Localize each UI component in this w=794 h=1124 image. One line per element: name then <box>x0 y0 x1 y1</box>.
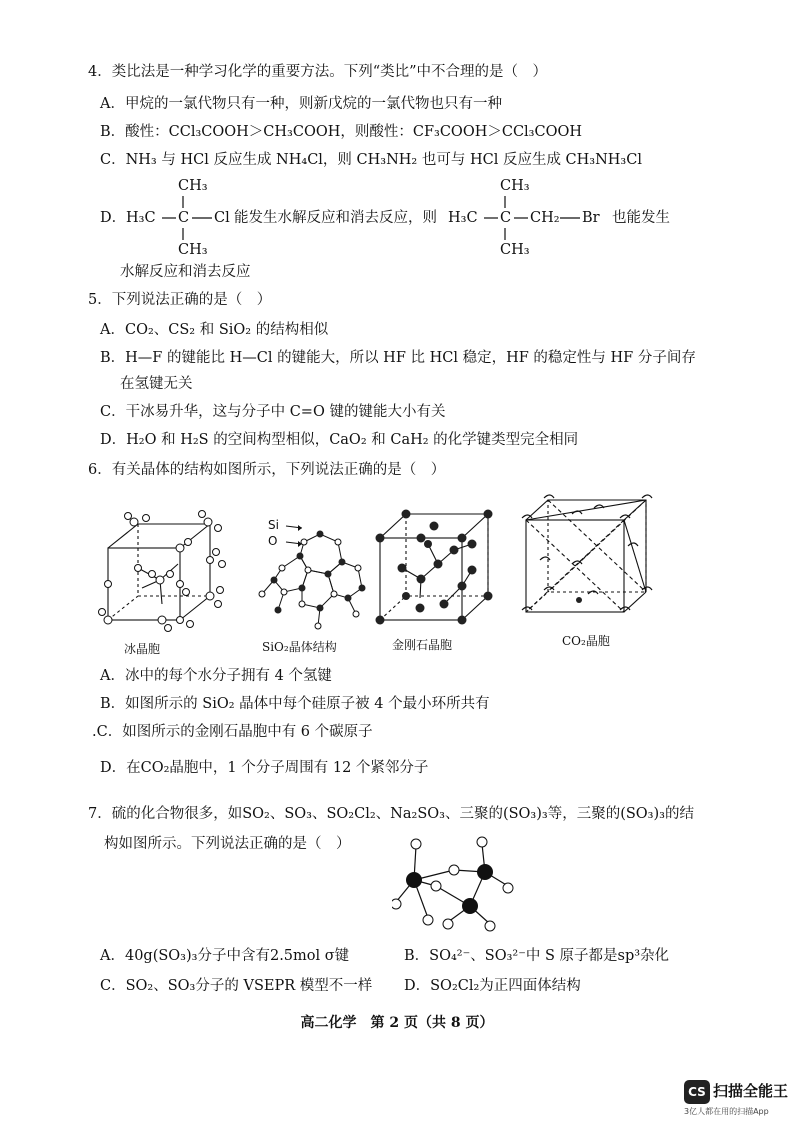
q5-option-a: A．CO₂、CS₂ 和 SiO₂ 的结构相似 <box>100 322 329 338</box>
q5-stem: 5．下列说法正确的是（ ） <box>88 292 272 308</box>
q6-option-a: A．冰中的每个水分子拥有 4 个氢键 <box>100 668 332 684</box>
q5-option-d: D．H₂O 和 H₂S 的空间构型相似，CaO₂ 和 CaH₂ 的化学键类型完全相同 <box>100 432 579 448</box>
struct2-right: CH₂ <box>530 210 560 226</box>
q7-option-d: D．SO₂Cl₂为正四面体结构 <box>404 978 581 994</box>
camscanner-logo-icon: CS <box>684 1080 710 1104</box>
q6-option-d: D．在CO₂晶胞中，1 个分子周围有 12 个紧邻分子 <box>100 760 429 776</box>
q5-option-b-line2: 在氢键无关 <box>120 376 193 392</box>
q5-option-b-line1: B．H—F 的键能比 H—Cl 的键能大，所以 HF 比 HCl 稳定，HF 的稳定性与 HF 分子间存 <box>100 350 696 366</box>
camscanner-name: 扫描全能王 <box>713 1082 789 1100</box>
struct2-bonds <box>472 190 587 246</box>
q4-option-c: C．NH₃ 与 HCl 反应生成 NH₄Cl，则 CH₃NH₂ 也可与 HCl 反应生成 CH₃NH₃Cl <box>100 152 642 168</box>
q7-option-c: C．SO₂、SO₃分子的 VSEPR 模型不一样 <box>100 978 373 994</box>
q6-stem: 6．有关晶体的结构如图所示，下列说法正确的是（ ） <box>88 462 446 478</box>
q4-option-b: B．酸性：CCl₃COOH＞CH₃COOH，则酸性：CF₃COOH＞CCl₃COOH <box>100 124 583 140</box>
q4-option-d-cont: 水解反应和消去反应 <box>120 264 251 280</box>
label-si: Si <box>268 518 279 532</box>
page-footer: 高二化学 第 2 页（共 8 页） <box>300 1015 494 1031</box>
q6-option-c: .C．如图所示的金刚石晶胞中有 6 个碳原子 <box>92 724 373 740</box>
so3-trimer-figure <box>392 832 516 932</box>
q7-stem-line1: 7．硫的化合物很多，如SO₂、SO₃、SO₂Cl₂、Na₂SO₃、三聚的(SO₃)₃等，三聚的(SO₃)₃的结 <box>88 806 694 822</box>
q7-option-b: B．SO₄²⁻、SO₃²⁻中 S 原子都是sp³杂化 <box>404 948 670 964</box>
diamond-cell-figure <box>372 504 506 632</box>
arrow-si-icon <box>298 525 302 531</box>
q4-option-d-mid: 能发生水解反应和消去反应，则 <box>234 210 437 226</box>
co2-cell-figure <box>518 492 658 624</box>
q7-stem-line2: 构如图所示。下列说法正确的是（ ） <box>104 836 351 852</box>
caption-ice: 冰晶胞 <box>124 642 161 656</box>
struct1-right: Cl <box>214 210 230 226</box>
struct2-end: Br <box>582 210 600 226</box>
struct1-top: CH₃ <box>178 178 208 194</box>
camscanner-tagline: 3亿人都在用的扫描App <box>684 1107 769 1116</box>
struct1-center: C <box>178 210 190 226</box>
caption-co2: CO₂晶胞 <box>562 634 610 648</box>
struct2-left: H₃C <box>448 210 478 226</box>
struct1-bonds <box>150 190 220 246</box>
struct2-center: C <box>500 210 512 226</box>
ice-cell-figure <box>98 508 234 634</box>
label-o: O <box>268 534 278 548</box>
q5-option-c: C．干冰易升华，这与分子中 C=O 键的键能大小有关 <box>100 404 446 420</box>
q4-option-a: A．甲烷的一氯代物只有一种，则新戊烷的一氯代物也只有一种 <box>100 96 502 112</box>
struct2-bottom: CH₃ <box>500 242 530 258</box>
struct1-left: H₃C <box>126 210 156 226</box>
q6-option-b: B．如图所示的 SiO₂ 晶体中每个硅原子被 4 个最小环所共有 <box>100 696 490 712</box>
caption-diamond: 金刚石晶胞 <box>392 638 453 652</box>
struct1-bottom: CH₃ <box>178 242 208 258</box>
q4-option-d-suffix: 也能发生 <box>612 210 670 226</box>
q7-option-a: A．40g(SO₃)₃分子中含有2.5mol σ键 <box>100 948 350 964</box>
q4-option-d-prefix: D． <box>100 210 127 226</box>
sio2-structure-figure <box>258 512 370 632</box>
q4-stem: 4．类比法是一种学习化学的重要方法。下列“类比”中不合理的是（ ） <box>88 64 548 80</box>
caption-sio2: SiO₂晶体结构 <box>262 640 337 654</box>
struct2-top: CH₃ <box>500 178 530 194</box>
